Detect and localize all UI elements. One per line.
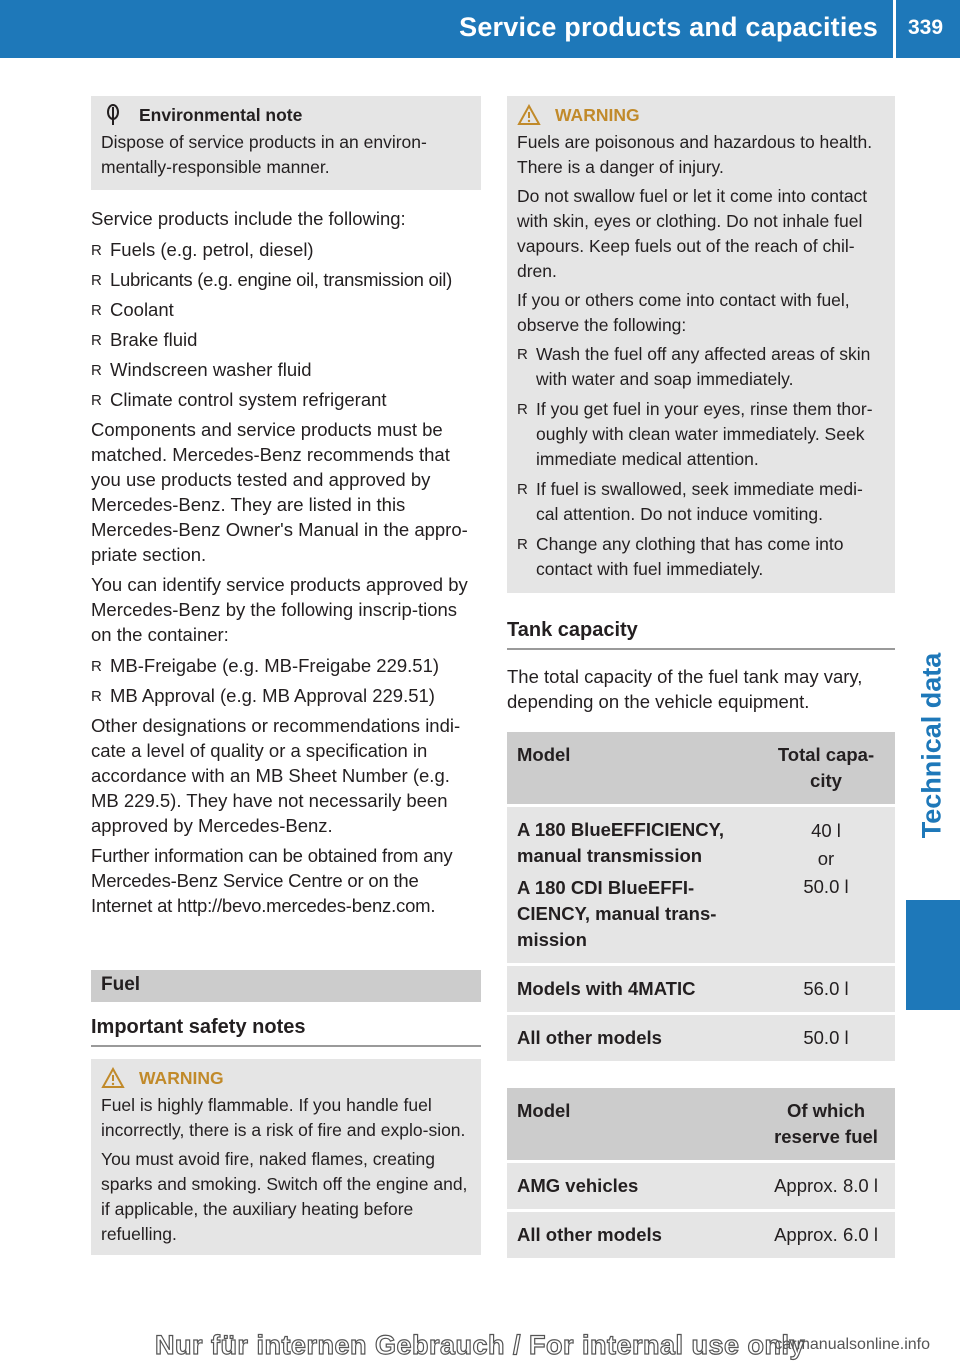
warning-triangle-icon: [101, 1067, 125, 1089]
table-header-row: [507, 1088, 895, 1162]
warning-box-poisonous: [507, 96, 895, 593]
environmental-note-title: Environmental note: [139, 105, 303, 125]
list-item: R Fuels (e.g. petrol, diesel): [91, 237, 481, 262]
right-column: [507, 96, 895, 1261]
model-cell: All other models: [507, 1211, 757, 1260]
list-item: R If you get fuel in your eyes, rinse them thor-oughly with clean water immediately. Seek immediate medical attention.: [517, 397, 885, 472]
site-watermark: carmanualsonline.info: [774, 1336, 930, 1353]
left-column: [91, 96, 481, 1255]
reserve-fuel-table: [507, 1088, 895, 1261]
warning-header: [517, 104, 885, 126]
leaf-icon: [101, 104, 125, 126]
environmental-note-text: Dispose of service products in an environ-mentally-responsible manner.: [101, 132, 427, 177]
table-row: [507, 1014, 895, 1063]
header-divider: [893, 0, 896, 58]
environmental-note-header: [101, 104, 471, 126]
warning-title: WARNING: [555, 105, 640, 125]
tank-capacity-table: [507, 732, 895, 1064]
value-cell: Approx. 8.0 l: [757, 1162, 895, 1211]
column-header-total-capacity: Total capa-city: [757, 732, 895, 806]
model-cell: [507, 806, 757, 965]
table-row: [507, 965, 895, 1014]
list-item: R If fuel is swallowed, seek immediate medi-cal attention. Do not induce vomiting.: [517, 477, 885, 527]
value-cell: 50.0 l: [757, 1014, 895, 1063]
page-title: Service products and capacities: [459, 12, 878, 42]
model-cell: AMG vehicles: [507, 1162, 757, 1211]
list-item: R Brake fluid: [91, 327, 481, 352]
paragraph: Further information can be obtained from any Mercedes-Benz Service Centre or on the Internet at http://bevo.mercedes-benz.com.: [91, 845, 453, 916]
value-text: 40 l: [811, 820, 841, 841]
side-tab-marker: [906, 900, 960, 1010]
list-item: R Coolant: [91, 297, 481, 322]
products-intro: Service products include the following:: [91, 208, 406, 229]
warning-header: [101, 1067, 471, 1089]
warning-text: Fuels are poisonous and hazardous to health. There is a danger of injury.: [517, 132, 873, 177]
warning-box-flammable: [91, 1059, 481, 1255]
model-name: A 180 BlueEFFICIENCY, manual transmission: [517, 819, 724, 866]
subheading-tank-capacity: Tank capacity: [507, 619, 895, 650]
list-item: R Climate control system refrigerant: [91, 387, 481, 412]
products-list: [91, 237, 481, 412]
value-text: or: [817, 848, 835, 869]
warning-text: Do not swallow fuel or let it come into contact with skin, eyes or clothing. Do not inhale fuel vapours. Keep fuels out of the reach of chil-dren.: [517, 186, 868, 281]
section-bar-fuel: Fuel: [91, 970, 481, 1002]
paragraph: Components and service products must be matched. Mercedes-Benz recommends that you use products tested and approved by Mercedes-Benz. They are listed in this Mercedes-Benz Owner's Manual in the appro-priate section.: [91, 419, 468, 565]
value-text: 50.0 l: [803, 876, 849, 897]
model-name: A 180 CDI BlueEFFI-CIENCY, manual trans-mission: [517, 877, 717, 950]
value-cell: [757, 806, 895, 965]
warning-text: If you or others come into contact with fuel, observe the following:: [517, 290, 850, 335]
list-item: R MB Approval (e.g. MB Approval 229.51): [91, 683, 481, 708]
table-header-row: [507, 732, 895, 806]
list-item: R MB-Freigabe (e.g. MB-Freigabe 229.51): [91, 653, 481, 678]
paragraph: You can identify service products approved by Mercedes-Benz by the following inscrip-tions on the container:: [91, 574, 468, 645]
inscriptions-list: [91, 653, 481, 708]
paragraph: Other designations or recommendations indi-cate a level of quality or a specification in accordance with an MB Sheet Number (e.g. MB 229.5). They have not necessarily been approved by Mercedes-Benz.: [91, 715, 461, 836]
warning-title: WARNING: [139, 1068, 224, 1088]
column-header-model: Model: [507, 1088, 757, 1162]
warning-actions-list: [517, 342, 885, 582]
column-header-model: Model: [507, 732, 757, 806]
model-cell: All other models: [507, 1014, 757, 1063]
subheading-safety-notes: Important safety notes: [91, 1016, 481, 1047]
list-item: R Change any clothing that has come into contact with fuel immediately.: [517, 532, 885, 582]
warning-text: Fuel is highly flammable. If you handle fuel incorrectly, there is a risk of fire and explo-sion.: [101, 1095, 466, 1140]
internal-use-watermark: Nur für internen Gebrauch / For internal use only: [154, 1330, 806, 1360]
warning-triangle-icon: [517, 104, 541, 126]
table-row: [507, 1162, 895, 1211]
value-cell: 56.0 l: [757, 965, 895, 1014]
side-tab: [906, 620, 958, 870]
model-cell: Models with 4MATIC: [507, 965, 757, 1014]
environmental-note: [91, 96, 481, 190]
column-header-reserve-fuel: Of which reserve fuel: [757, 1088, 895, 1162]
page-number: 339: [908, 16, 944, 39]
tank-capacity-text: The total capacity of the fuel tank may vary, depending on the vehicle equipment.: [507, 666, 863, 712]
value-cell: Approx. 6.0 l: [757, 1211, 895, 1260]
table-row: [507, 806, 895, 965]
table-row: [507, 1211, 895, 1260]
list-item: R Lubricants (e.g. engine oil, transmission oil): [91, 267, 481, 292]
list-item: R Wash the fuel off any affected areas of skin with water and soap immediately.: [517, 342, 885, 392]
warning-text: You must avoid fire, naked flames, creating sparks and smoking. Switch off the engine and, if applicable, the auxiliary heating before refuelling.: [101, 1149, 468, 1244]
side-tab-label: Technical data: [916, 652, 947, 838]
list-item: R Windscreen washer fluid: [91, 357, 481, 382]
